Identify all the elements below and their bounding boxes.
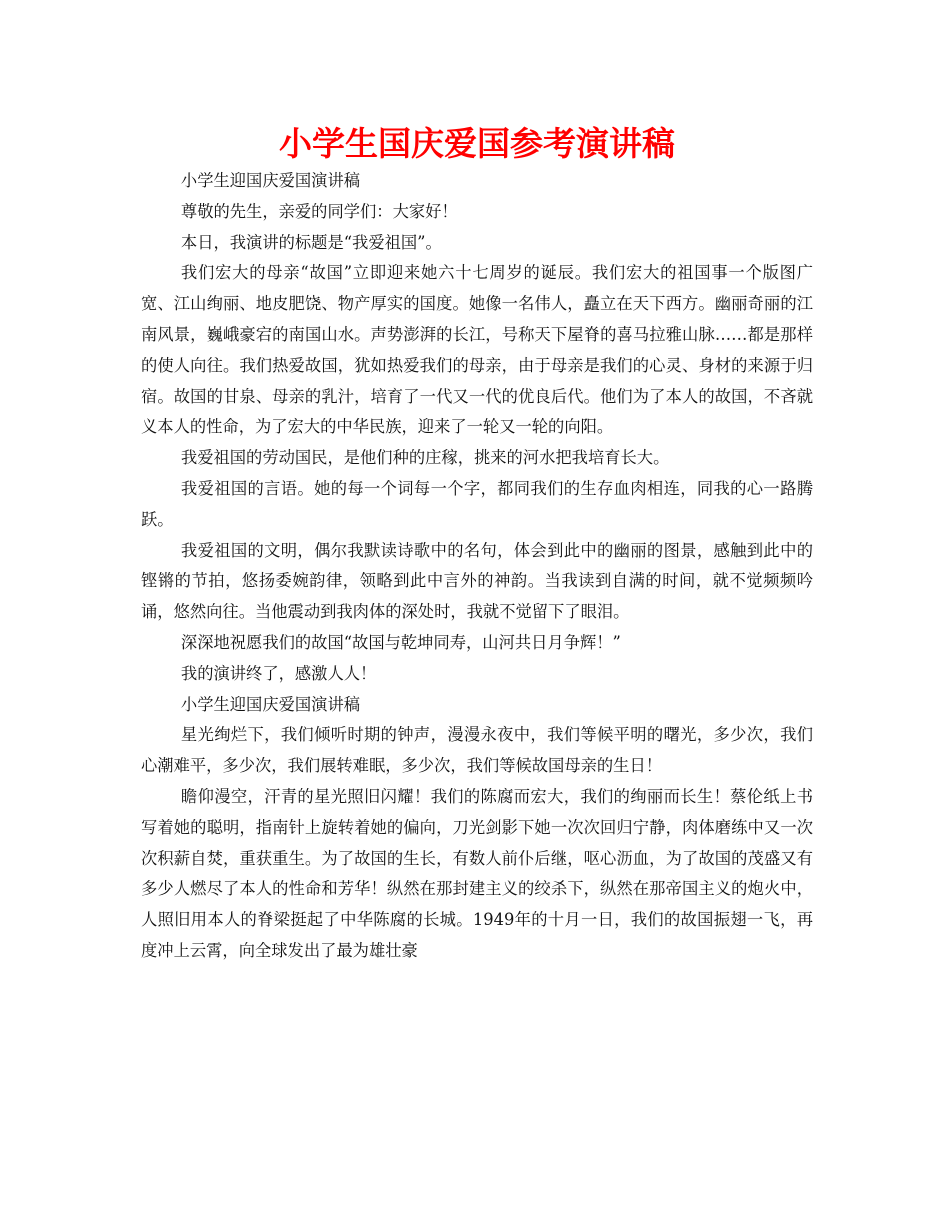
paragraph: 我爱祖国的文明，偶尔我默读诗歌中的名句，体会到此中的幽丽的图景，感触到此中的铿锵的节拍，悠扬委婉韵律，领略到此中言外的神韵。当我读到自满的时间，就不觉频频吟诵，悠然向往。当他震动到我肉体的深处时，我就不觉留下了眼泪。 bbox=[141, 540, 813, 622]
paragraph: 深深地祝愿我们的故国“故国与乾坤同寿，山河共日月争辉！” bbox=[180, 632, 621, 652]
paragraph: 星光绚烂下，我们倾听时期的钟声，漫漫永夜中，我们等候平明的曙光，多少次，我们心潮难平，多少次，我们展转难眠，多少次，我们等候故国母亲的生日！ bbox=[141, 725, 813, 776]
paragraph: 我爱祖国的劳动国民，是他们种的庄稼，挑来的河水把我培育长大。 bbox=[180, 448, 670, 468]
paragraph-subtitle: 小学生迎国庆爱国演讲稿 bbox=[180, 171, 361, 190]
paragraph: 我们宏大的母亲“故国”立即迎来她六十七周岁的诞辰。我们宏大的祖国事一个版图广宽、江山绚丽、地皮肥饶、物产厚实的国度。她像一名伟人，矗立在天下西方。幽丽奇丽的江南风景，巍峨豪宕的南国山水。声势澎湃的长江，号称天下屋脊的喜马拉雅山脉……都是那样的使人向往。我们热爱故国，犹如热爱我们的母亲，由于母亲是我们的心灵、身材的来源于归宿。故国的甘泉、母亲的乳汁，培育了一代又一代的优良后代。他们为了本人的故国，不吝就义本人的性命，为了宏大的中华民族，迎来了一轮又一轮的向阳。 bbox=[141, 263, 813, 437]
paragraph: 我爱祖国的言语。她的每一个词每一个字，都同我们的生存血肉相连，同我的心一路腾跃。 bbox=[141, 478, 813, 529]
document-title: 小学生国庆爱国参考演讲稿 bbox=[279, 124, 675, 163]
paragraph-topic: 本日，我演讲的标题是“我爱祖国”。 bbox=[180, 232, 442, 252]
paragraph-closing: 我的演讲终了，感激人人！ bbox=[180, 663, 377, 683]
paragraph: 瞻仰漫空，汗青的星光照旧闪耀！我们的陈腐而宏大，我们的绚丽而长生！蔡伦纸上书写着她的聪明，指南针上旋转着她的偏向，刀光剑影下她一次次回归宁静，肉体磨练中又一次次积薪自焚，重获重生。为了故国的生长，有数人前仆后继，呕心沥血，为了故国的茂盛又有多少人燃尽了本人的性命和芳华！纵然在那封建主义的绞杀下，纵然在那帝国主义的炮火中，人照旧用本人的脊梁挺起了中华陈腐的长城。1949年的十月一日，我们的故国振翅一飞，再度冲上云霄，向全球发出了最为雄壮豪 bbox=[141, 786, 813, 960]
paragraph-greeting: 尊敬的先生，亲爱的同学们：大家好！ bbox=[180, 201, 458, 221]
paragraph-subtitle: 小学生迎国庆爱国演讲稿 bbox=[180, 694, 361, 714]
document-body bbox=[141, 166, 813, 967]
